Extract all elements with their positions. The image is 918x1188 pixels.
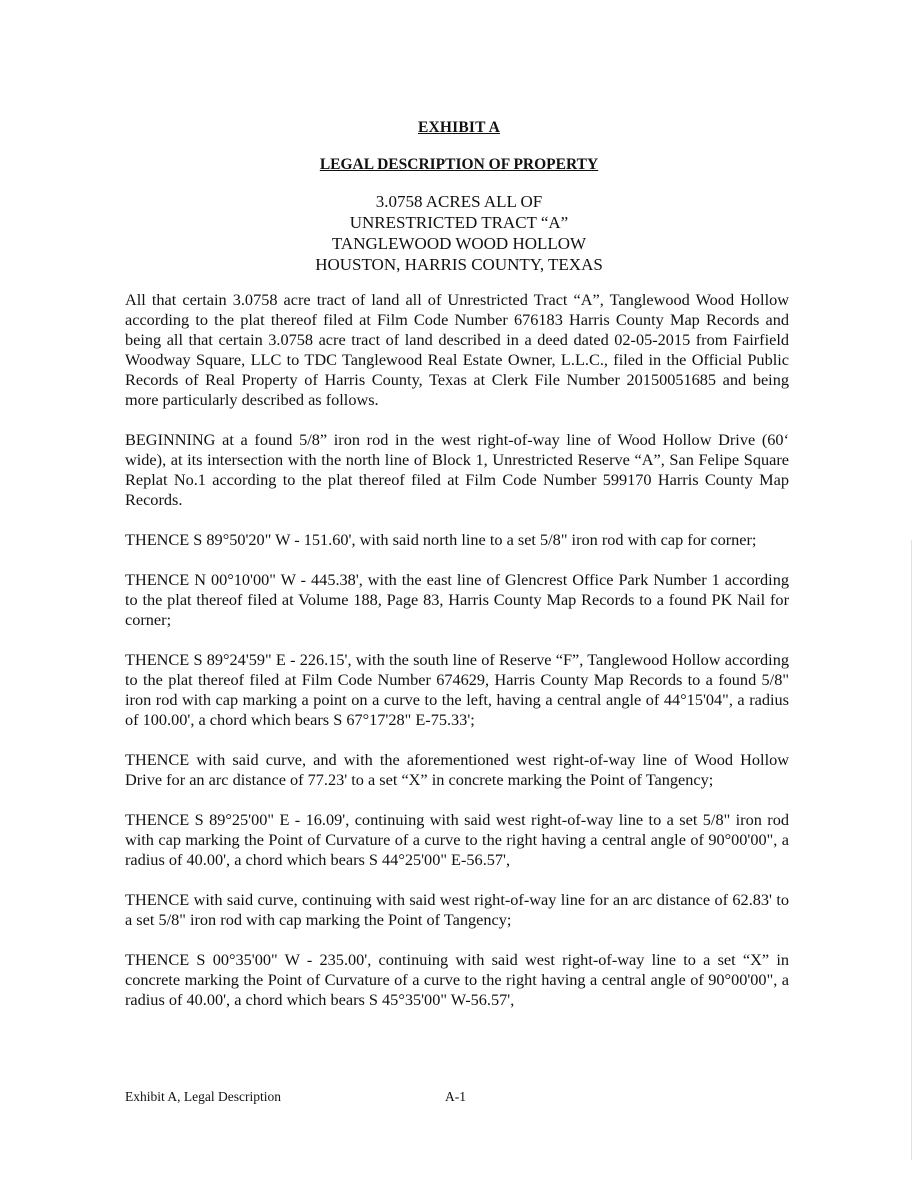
paragraph-course: THENCE S 89°50'20" W - 151.60', with said north line to a set 5/8" iron rod with cap for corner;: [125, 530, 757, 549]
paragraph-course: THENCE S 89°25'00" E - 16.09', continuing with said west right-of-way line to a set 5/8" iron rod with cap marking the Point of Curvature of a curve to the right having a central angle of 90°00'00", a radius of 40.00', a chord which bears S 44°25'00" E-56.57',: [125, 810, 789, 869]
page-number: A-1: [445, 1089, 466, 1104]
paragraph-course: THENCE with said curve, and with the aforementioned west right-of-way line of Wood Hollow Drive for an arc distance of 77.23' to a set “X” in concrete marking the Point of Tangency;: [125, 750, 789, 789]
paragraph-course: THENCE with said curve, continuing with said west right-of-way line for an arc distance of 62.83' to a set 5/8" iron rod with cap marking the Point of Tangency;: [125, 890, 789, 929]
paragraph-intro: All that certain 3.0758 acre tract of land all of Unrestricted Tract “A”, Tanglewood Wood Hollow according to the plat thereof filed at Film Code Number 676183 Harris County Map Records and being all that certain 3.0758 acre tract of land described in a deed dated 02-05-2015 from Fairfield Woodway Square, LLC to TDC Tanglewood Real Estate Owner, L.L.C., filed in the Official Public Records of Real Property of Harris County, Texas at Clerk File Number 20150051685 and being more particularly described as follows.: [125, 290, 789, 409]
scan-edge-divider: [911, 540, 912, 1160]
exhibit-title: EXHIBIT A: [417, 119, 501, 136]
heading-line: HOUSTON, HARRIS COUNTY, TEXAS: [315, 255, 603, 274]
property-heading: [0, 191, 918, 275]
paragraph-course: THENCE S 89°24'59" E - 226.15', with the south line of Reserve “F”, Tanglewood Hollow according to the plat thereof filed at Film Code Number 674629, Harris County Map Records to a found 5/8" iron rod with cap marking a point on a curve to the left, having a central angle of 44°15'04", a radius of 100.00', a chord which bears S 67°17'28" E-75.33';: [125, 650, 789, 729]
paragraph-beginning: BEGINNING at a found 5/8” iron rod in the west right-of-way line of Wood Hollow Drive (60‘ wide), at its intersection with the north line of Block 1, Unrestricted Reserve “A”, San Felipe Square Replat No.1 according to the plat thereof filed at Film Code Number 599170 Harris County Map Records.: [125, 430, 789, 509]
paragraph-course: THENCE N 00°10'00" W - 445.38', with the east line of Glencrest Office Park Number 1 according to the plat thereof filed at Volume 188, Page 83, Harris County Map Records to a found PK Nail for corner;: [125, 570, 789, 629]
document-subtitle: LEGAL DESCRIPTION OF PROPERTY: [319, 156, 599, 173]
legal-description-body: [125, 290, 789, 1030]
footer-label: Exhibit A, Legal Description: [125, 1089, 281, 1104]
heading-line: TANGLEWOOD WOOD HOLLOW: [331, 234, 587, 253]
paragraph-course: THENCE S 00°35'00" W - 235.00', continuing with said west right-of-way line to a set “X” in concrete marking the Point of Curvature of a curve to the right having a central angle of 90°00'00", a radius of 40.00', a chord which bears S 45°35'00" W-56.57',: [125, 950, 789, 1009]
heading-line: UNRESTRICTED TRACT “A”: [349, 213, 569, 232]
heading-line: 3.0758 ACRES ALL OF: [375, 192, 543, 211]
